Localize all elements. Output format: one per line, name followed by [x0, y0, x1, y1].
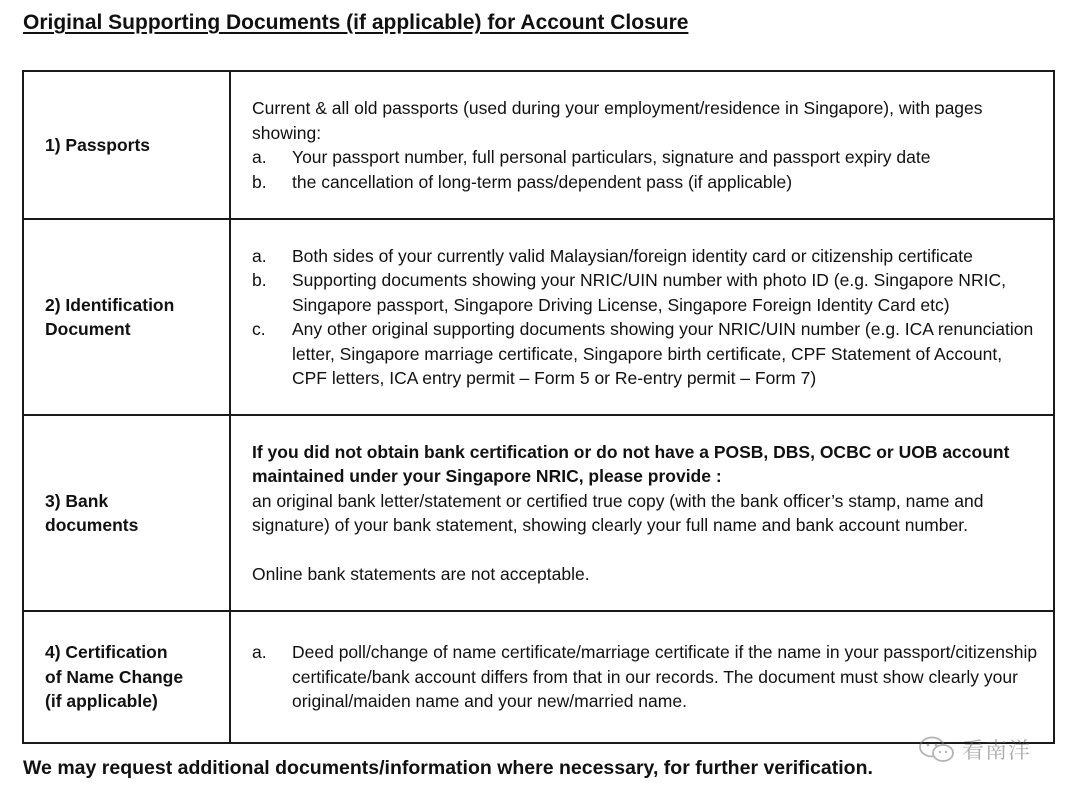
row-intro-text: Current & all old passports (used during your employment/residence in Singapore), with pages showing: [252, 98, 983, 143]
list-item [252, 268, 1039, 317]
table-row-passports [23, 71, 1054, 219]
list-item-text: Deed poll/change of name certificate/marriage certificate if the name in your passport/citizenship certificate/bank account differs from that in our records. The document must show clearly your original/maiden name and your new/married name. [292, 642, 1038, 712]
row-label: 3) Bank documents [45, 490, 139, 535]
table-row-name-change [23, 611, 1054, 743]
list-item-text: Your passport number, full personal particulars, signature and passport expiry date [292, 147, 931, 167]
list-marker: b. [252, 270, 267, 290]
list-item [252, 317, 1039, 391]
row-label-cell [23, 71, 230, 219]
documents-table [22, 70, 1055, 744]
bank-requirement-text: an original bank letter/statement or certified true copy (with the bank officer’s stamp, name and signature) of your bank statement, showing clearly your full name and bank account number. [252, 490, 984, 536]
row-label: 2) Identification Document [45, 294, 175, 339]
row-label-cell [23, 611, 230, 743]
list-item [252, 640, 1039, 714]
list-item-text: Supporting documents showing your NRIC/UIN number with photo ID (e.g. Singapore NRIC, Singapore passport, Singapore Driving License, Singapore Foreign Identity Card etc) [292, 270, 1006, 315]
list-item-text: the cancellation of long-term pass/dependent pass (if applicable) [292, 171, 793, 192]
wechat-icon [918, 735, 956, 765]
table-row-bank-documents [23, 415, 1054, 611]
requirement-list [252, 244, 1039, 391]
row-label: 1) Passports [45, 134, 151, 155]
list-item-text: Both sides of your currently valid Malaysian/foreign identity card or citizenship certificate [292, 245, 973, 266]
list-item [252, 170, 1039, 195]
list-marker: a. [252, 642, 267, 663]
list-item [252, 244, 1039, 269]
requirement-list [252, 145, 1039, 194]
row-content-cell [230, 611, 1054, 743]
row-content-cell [230, 415, 1054, 611]
page-title: Original Supporting Documents (if applicable) for Account Closure [23, 11, 689, 34]
paragraph-spacer [252, 538, 1039, 562]
table-row-identification [23, 219, 1054, 415]
row-label-cell [23, 219, 230, 415]
list-marker: a. [252, 245, 267, 266]
list-marker: a. [252, 147, 267, 167]
bank-note-text: Online bank statements are not acceptable. [252, 563, 590, 584]
row-label: 4) Certification of Name Change (if applicable) [45, 642, 184, 712]
list-marker: c. [252, 319, 266, 339]
list-item-text: Any other original supporting documents showing your NRIC/UIN number (e.g. ICA renunciation letter, Singapore marriage certificate, Singapore birth certificate, CPF Statement of Account, CPF letters, ICA entry permit – Form 5 or Re-entry permit – Form 7) [292, 319, 1034, 388]
footer-note: We may request additional documents/information where necessary, for further verification. [23, 757, 873, 779]
row-label-cell [23, 415, 230, 611]
row-content-cell [230, 71, 1054, 219]
requirement-list [252, 640, 1039, 714]
list-item [252, 145, 1039, 170]
watermark [918, 734, 1031, 765]
bank-condition-text: If you did not obtain bank certification or do not have a POSB, DBS, OCBC or UOB account maintained under your Singapore NRIC, please provide : [252, 441, 1010, 487]
row-content-cell [230, 219, 1054, 415]
watermark-text: 看南洋 [962, 739, 1032, 764]
list-marker: b. [252, 171, 267, 192]
